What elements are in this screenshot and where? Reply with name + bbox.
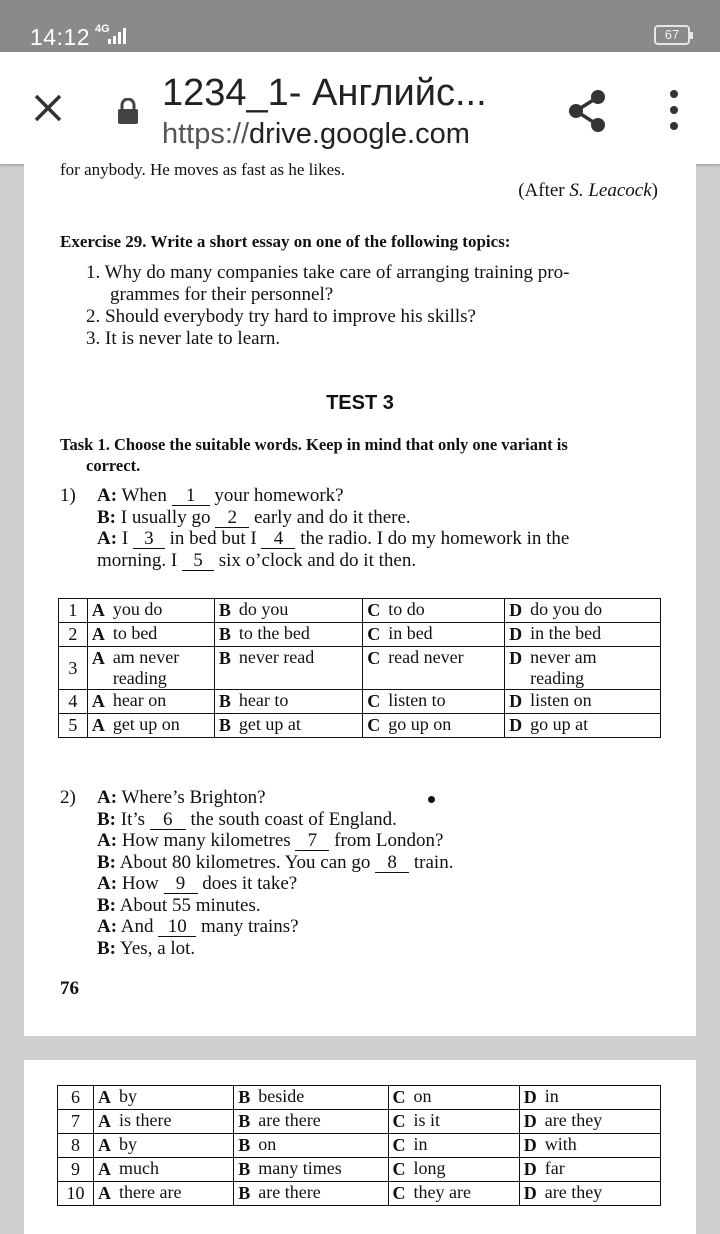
answer-blank: 10 xyxy=(158,917,196,937)
option-text: by xyxy=(119,1134,138,1154)
option-text: there are xyxy=(119,1182,182,1202)
table-row xyxy=(58,1086,661,1110)
option-text: is it xyxy=(413,1110,441,1130)
answer-blank: 4 xyxy=(261,529,295,549)
option-text: get up at xyxy=(238,714,301,734)
option-letter: D xyxy=(523,1183,537,1203)
option-text: listen to xyxy=(388,690,446,710)
option-letter: D xyxy=(523,1087,537,1107)
option-letter: B xyxy=(238,1159,251,1179)
option-text: never read xyxy=(238,647,315,667)
option-d xyxy=(519,1158,660,1182)
dialog-line: A: How 9 does it take? xyxy=(97,873,298,894)
option-b xyxy=(234,1182,388,1206)
option-letter: D xyxy=(523,1159,537,1179)
option-text: in the bed xyxy=(530,623,602,643)
option-text: hear to xyxy=(238,690,289,710)
dialog-line: B: Yes, a lot. xyxy=(97,937,196,959)
option-d xyxy=(505,647,661,690)
task-line: correct. xyxy=(86,456,141,475)
dialog-number: 2) xyxy=(60,787,76,808)
dialog-number: 1) xyxy=(60,485,76,506)
option-text: get up on xyxy=(112,714,180,734)
option-letter: A xyxy=(91,715,105,735)
option-a xyxy=(94,1134,234,1158)
option-text: in xyxy=(413,1134,428,1154)
answer-blank: 2 xyxy=(215,508,249,528)
answer-blank: 3 xyxy=(133,529,165,549)
option-text: they are xyxy=(413,1182,471,1202)
attribution-prefix: (After xyxy=(518,180,570,201)
option-b xyxy=(234,1110,388,1134)
option-text: to bed xyxy=(112,623,158,643)
option-text: by xyxy=(119,1086,138,1106)
option-b xyxy=(234,1086,388,1110)
option-b xyxy=(214,599,362,623)
option-d xyxy=(505,599,661,623)
answer-blank: 5 xyxy=(182,551,214,571)
dialog-line: morning. I 5 six o’clock and do it then. xyxy=(97,549,417,571)
page-title: 1234_1- Английс... xyxy=(162,72,487,114)
page-number: 76 xyxy=(60,978,79,999)
more-options-icon[interactable] xyxy=(664,88,684,132)
signal-bars-icon xyxy=(108,28,128,44)
answer-blank: 6 xyxy=(150,810,186,830)
option-text: in bed xyxy=(388,623,433,643)
share-icon[interactable] xyxy=(566,88,608,134)
task-line: Task 1. Choose the suitable words. Keep in mind that only one variant is xyxy=(60,435,568,454)
option-text: never am xyxy=(530,647,597,667)
document-page xyxy=(24,1060,696,1234)
option-a xyxy=(94,1086,234,1110)
dialog-line: B: It’s 6 the south coast of England. xyxy=(97,808,397,830)
option-text: read never xyxy=(388,647,464,667)
option-letter: C xyxy=(392,1135,406,1155)
option-text: you do xyxy=(112,599,163,619)
option-a xyxy=(87,623,214,647)
option-a xyxy=(94,1158,234,1182)
option-text: beside xyxy=(258,1086,305,1106)
option-letter: B xyxy=(238,1087,251,1107)
option-text: long xyxy=(413,1158,446,1178)
option-c xyxy=(363,599,505,623)
task-instruction xyxy=(60,434,662,476)
option-b xyxy=(234,1134,388,1158)
option-a xyxy=(87,599,214,623)
option-d xyxy=(519,1110,660,1134)
exercise-heading: Exercise 29. Write a short essay on one of the following topics: xyxy=(60,232,511,251)
option-letter: D xyxy=(509,691,523,711)
option-letter: B xyxy=(238,1183,251,1203)
table-row xyxy=(58,1134,661,1158)
row-number: 7 xyxy=(58,1110,94,1134)
table-row xyxy=(59,599,661,623)
battery-icon: 67 xyxy=(654,25,690,45)
option-b xyxy=(214,690,362,714)
option-text: are there xyxy=(258,1110,321,1130)
option-letter: A xyxy=(98,1111,112,1131)
row-number: 5 xyxy=(59,714,88,738)
dialog-line: A: I 3 in bed but I 4 the radio. I do my homework in the xyxy=(97,528,570,549)
option-letter: C xyxy=(367,600,381,620)
option-c xyxy=(363,623,505,647)
dialog-1 xyxy=(60,485,666,571)
attribution xyxy=(518,180,658,202)
row-number: 9 xyxy=(58,1158,94,1182)
option-letter: B xyxy=(218,691,231,711)
option-letter: A xyxy=(91,600,105,620)
cut-off-text: for anybody. He moves as fast as he likes. xyxy=(60,160,345,179)
option-letter: B xyxy=(218,600,231,620)
option-text: do you xyxy=(238,599,289,619)
option-text: reading xyxy=(530,668,585,688)
option-d xyxy=(519,1182,660,1206)
option-text: are they xyxy=(544,1110,603,1130)
table-row xyxy=(59,647,661,690)
option-letter: C xyxy=(367,624,381,644)
option-c xyxy=(388,1110,519,1134)
row-number: 3 xyxy=(59,647,88,690)
option-letter: A xyxy=(91,648,105,668)
browser-toolbar xyxy=(0,52,720,164)
answer-blank: 1 xyxy=(172,486,210,506)
topic-list xyxy=(86,262,664,350)
table-row xyxy=(58,1110,661,1134)
dialog-line: A: And 10 many trains? xyxy=(97,916,299,937)
option-letter: B xyxy=(218,624,231,644)
option-letter: D xyxy=(509,715,523,735)
attribution-author: S. Leacock xyxy=(569,180,652,201)
option-c xyxy=(363,647,505,690)
option-c xyxy=(388,1086,519,1110)
option-letter: A xyxy=(98,1135,112,1155)
network-signal-icon: 4G xyxy=(95,23,110,35)
option-text: is there xyxy=(119,1110,172,1130)
option-letter: B xyxy=(238,1135,251,1155)
row-number: 10 xyxy=(58,1182,94,1206)
option-text: are there xyxy=(258,1182,321,1202)
option-b xyxy=(234,1158,388,1182)
answer-blank: 7 xyxy=(295,831,329,851)
option-text: do you do xyxy=(530,599,603,619)
table-row xyxy=(59,623,661,647)
table-row xyxy=(58,1158,661,1182)
option-letter: B xyxy=(218,715,231,735)
option-text: many times xyxy=(258,1158,342,1178)
topic-item: grammes for their personnel? xyxy=(110,284,334,305)
option-text: are they xyxy=(544,1182,603,1202)
option-letter: C xyxy=(392,1111,406,1131)
option-a xyxy=(94,1182,234,1206)
dialog-line: B: About 55 minutes. xyxy=(97,894,261,916)
option-text: much xyxy=(119,1158,160,1178)
option-letter: C xyxy=(367,691,381,711)
option-text: listen on xyxy=(530,690,592,710)
ink-dot xyxy=(428,796,435,803)
row-number: 2 xyxy=(59,623,88,647)
option-a xyxy=(94,1110,234,1134)
status-bar xyxy=(0,0,720,52)
option-letter: C xyxy=(367,648,381,668)
table-row xyxy=(59,714,661,738)
status-time: 14:12 xyxy=(30,24,91,50)
lock-icon xyxy=(116,98,140,124)
dialog-2 xyxy=(60,787,666,959)
option-d xyxy=(505,623,661,647)
url-text[interactable] xyxy=(162,118,470,151)
option-c xyxy=(388,1182,519,1206)
topic-item: 2. Should everybody try hard to improve his skills? xyxy=(86,306,476,327)
topic-item: 3. It is never late to learn. xyxy=(86,328,281,349)
dialog-line: A: When 1 your homework? xyxy=(97,485,344,506)
option-letter: D xyxy=(523,1111,537,1131)
row-number: 1 xyxy=(59,599,88,623)
dialog-line: A: Where’s Brighton? xyxy=(97,787,266,808)
option-b xyxy=(214,623,362,647)
option-c xyxy=(388,1158,519,1182)
options-table xyxy=(58,598,661,738)
option-a xyxy=(87,714,214,738)
option-a xyxy=(87,647,214,690)
option-letter: A xyxy=(98,1159,112,1179)
option-c xyxy=(363,690,505,714)
options-table xyxy=(57,1085,661,1206)
option-d xyxy=(519,1134,660,1158)
option-c xyxy=(363,714,505,738)
option-a xyxy=(87,690,214,714)
option-d xyxy=(505,690,661,714)
topic-item: 1. Why do many companies take care of arranging training pro- xyxy=(86,262,570,283)
option-b xyxy=(214,714,362,738)
option-text: go up on xyxy=(388,714,452,734)
document-page xyxy=(24,160,696,1036)
option-letter: C xyxy=(392,1183,406,1203)
option-text: to the bed xyxy=(238,623,310,643)
option-letter: B xyxy=(238,1111,251,1131)
option-letter: C xyxy=(392,1159,406,1179)
option-d xyxy=(505,714,661,738)
option-letter: D xyxy=(509,624,523,644)
url-scheme: https:// xyxy=(162,118,250,150)
option-text: go up at xyxy=(530,714,589,734)
dialog-line: A: How many kilometres 7 from London? xyxy=(97,830,444,851)
option-d xyxy=(519,1086,660,1110)
table-row xyxy=(58,1182,661,1206)
option-letter: A xyxy=(91,624,105,644)
option-b xyxy=(214,647,362,690)
option-letter: D xyxy=(523,1135,537,1155)
dialog-line: B: I usually go 2 early and do it there. xyxy=(97,506,411,528)
option-letter: B xyxy=(218,648,231,668)
row-number: 6 xyxy=(58,1086,94,1110)
option-letter: C xyxy=(367,715,381,735)
option-letter: A xyxy=(91,691,105,711)
option-text: am never xyxy=(112,647,180,667)
option-letter: D xyxy=(509,600,523,620)
dialog-line: B: About 80 kilometres. You can go 8 train. xyxy=(97,851,454,873)
option-text: in xyxy=(544,1086,559,1106)
option-c xyxy=(388,1134,519,1158)
option-letter: A xyxy=(98,1183,112,1203)
option-text: hear on xyxy=(112,690,167,710)
answer-blank: 8 xyxy=(375,853,409,873)
option-text: on xyxy=(258,1134,277,1154)
option-text: on xyxy=(413,1086,432,1106)
row-number: 8 xyxy=(58,1134,94,1158)
url-host: drive.google.com xyxy=(249,118,470,150)
option-letter: A xyxy=(98,1087,112,1107)
option-letter: D xyxy=(509,648,523,668)
option-text: to do xyxy=(388,599,425,619)
option-letter: C xyxy=(392,1087,406,1107)
answer-blank: 9 xyxy=(164,874,198,894)
table-row xyxy=(59,690,661,714)
attribution-suffix: ) xyxy=(651,180,658,201)
option-text: far xyxy=(544,1158,565,1178)
option-text: with xyxy=(544,1134,577,1154)
test-title: TEST 3 xyxy=(326,392,394,414)
row-number: 4 xyxy=(59,690,88,714)
close-icon[interactable] xyxy=(28,88,68,128)
option-text: reading xyxy=(112,668,167,688)
